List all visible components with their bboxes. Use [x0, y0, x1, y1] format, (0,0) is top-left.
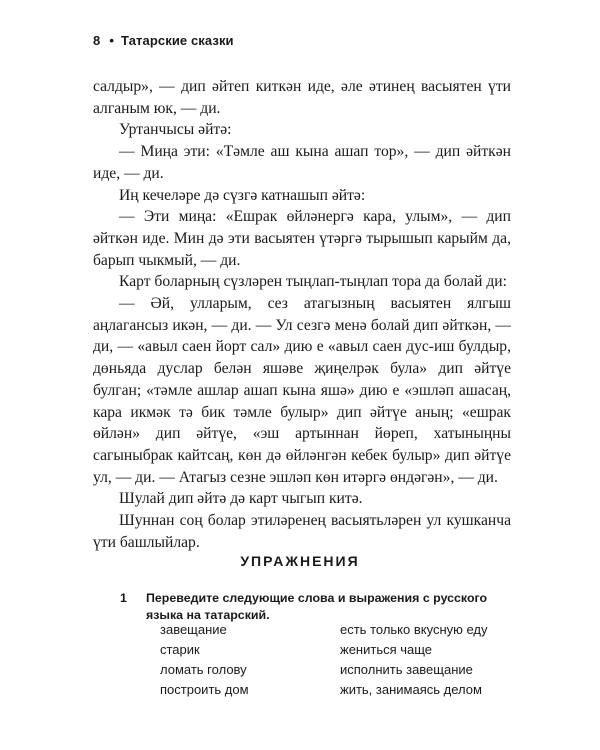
story-paragraph: Шулай дип әйтә дә карт чыгып китә. — [119, 490, 363, 508]
header-separator: • — [109, 33, 114, 48]
story-paragraph: — Эти миңа: «Ешрак өйләнергә кара, улым», — дип әйткән иде. Мин дә эти васыятен үтәргә тырышып карыйм да, барып чыкмый, — ди. — [93, 208, 511, 269]
vocab-term: ломать голову — [160, 662, 247, 677]
vocab-term: старик — [160, 642, 200, 657]
book-title: Татарские сказки — [121, 33, 234, 48]
vocab-term: завещание — [160, 622, 227, 637]
story-paragraph: Иң кечеләре дә сүзгә катнашып әйтә: — [119, 186, 366, 204]
story-paragraph: — Әй, улларым, сез атагызның васыятен ялгыш аңлагансыз икән, — ди. — Ул сезгә менә болай дип әйткән, — ди, — «авыл саен йорт сал» дию е «авыл саен дус-иш булдыр, дөньяда дуслар белән яшәве җиңелрәк була» дип әйтүе булган; «тәмле ашлар ашап кына яшә» дию е «эшләп ашасаң, кара икмәк тә бик тәмле булыр» дип әйтүе аның; «ешрак өйлән» дип әйтүе, «эш артыннан йөреп, хатыныңны сагыныбрак кайтсаң, көн дә өйләнгән кебек булыр» дип әйтүе ул, — ди. — Атагыз сезне эшләп көн итәргә өндәгән», — ди. — [93, 295, 511, 486]
story-paragraph: салдыр», — дип әйтеп киткән иде, әле әтинең васыятен үти алганым юк, — ди. — [93, 78, 511, 117]
vocab-row — [0, 662, 600, 682]
story-paragraph: — Миңа эти: «Тәмле аш кына ашап тор», — дип әйткән иде, — ди. — [93, 143, 511, 182]
vocab-row — [0, 682, 600, 702]
vocab-term: жениться чаще — [340, 642, 433, 657]
task-text: Переведите следующие слова и выражения с русского языка на татарский. — [146, 591, 488, 622]
story-paragraph: Карт боларның сүзләрен тыңлап-тыңлап тора да болай ди: — [119, 273, 507, 291]
vocab-row — [0, 622, 600, 642]
story-text — [93, 76, 511, 553]
page-number: 8 — [93, 33, 101, 48]
vocab-term: жить, занимаясь делом — [340, 682, 482, 697]
vocab-row — [0, 642, 600, 662]
vocab-term: есть только вкусную еду — [340, 622, 488, 637]
running-head — [93, 33, 234, 48]
vocab-term: построить дом — [160, 682, 249, 697]
vocab-term: исполнить завещание — [340, 662, 473, 677]
story-paragraph: Шуннан соң болар этиләренең васыятьләрен ул кушканча үти башлыйлар. — [93, 512, 511, 551]
exercises-heading: УПРАЖНЕНИЯ — [240, 553, 360, 569]
task-number: 1 — [120, 591, 127, 605]
story-paragraph: Уртанчысы әйтә: — [119, 121, 232, 139]
